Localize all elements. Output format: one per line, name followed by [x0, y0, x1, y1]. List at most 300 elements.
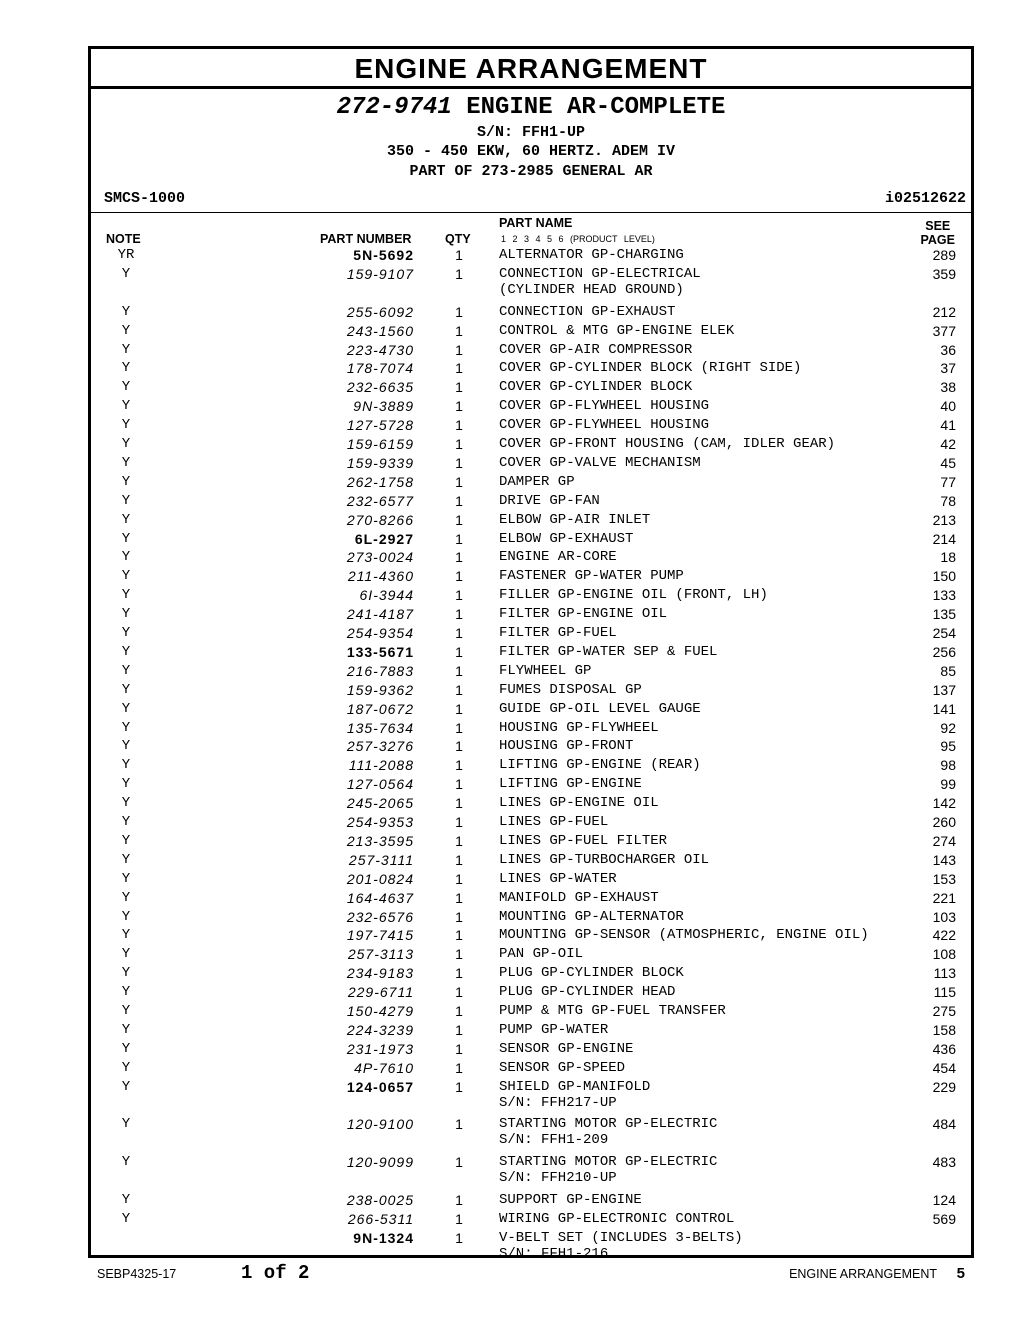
note-cell: Y [121, 643, 131, 660]
see-page-cell: 260 [932, 814, 956, 830]
qty-cell: 1 [455, 643, 463, 660]
note-cell: Y [121, 511, 131, 528]
qty-cell: 1 [455, 417, 463, 434]
note-cell: Y [121, 436, 131, 452]
table-row [91, 757, 971, 776]
part-number-cell: 4P-7610 [354, 1059, 414, 1076]
part-number-cell: 257-3113 [347, 946, 414, 963]
qty-cell: 1 [455, 568, 463, 585]
table-row [91, 965, 971, 984]
see-page-cell: 422 [932, 927, 956, 944]
see-page-cell: 133 [932, 587, 956, 604]
part-name-cell: COVER GP-FLYWHEEL HOUSING [499, 398, 710, 415]
footer-section-title: ENGINE ARRANGEMENT [789, 1267, 937, 1281]
qty-cell: 1 [455, 247, 463, 263]
table-row [91, 927, 971, 946]
qty-cell: 1 [455, 1116, 463, 1133]
see-page-cell: 115 [933, 984, 956, 1001]
part-number-cell: 216-7883 [346, 662, 414, 679]
see-page-cell: 113 [933, 965, 956, 982]
qty-cell: 1 [455, 511, 463, 528]
see-page-cell: 95 [940, 738, 956, 755]
see-page-cell: 41 [940, 417, 956, 434]
part-number-cell: 197-7415 [346, 927, 414, 944]
part-name-cell: LINES GP-FUEL [499, 814, 609, 830]
qty-cell: 1 [455, 360, 463, 377]
part-name-cell: ELBOW GP-EXHAUST [499, 530, 634, 547]
table-row [91, 814, 971, 833]
column-header-see-page [921, 219, 956, 247]
part-name-cell: COVER GP-CYLINDER BLOCK [499, 379, 693, 396]
see-page-cell: 141 [932, 700, 956, 717]
part-name-cell: HOUSING GP-FLYWHEEL [499, 719, 659, 736]
qty-cell: 1 [455, 946, 463, 963]
table-row [91, 1041, 971, 1060]
see-page-cell: 124 [932, 1192, 956, 1208]
qty-cell: 1 [455, 832, 463, 849]
qty-cell: 1 [455, 795, 463, 812]
see-page-cell: 289 [932, 247, 956, 263]
note-cell: Y [121, 889, 131, 906]
part-number-cell: 231-1973 [346, 1040, 414, 1057]
header-divider [91, 212, 971, 213]
qty-cell: 1 [455, 473, 463, 490]
qty-cell: 1 [455, 303, 463, 320]
note-cell: Y [121, 265, 131, 282]
table-row [91, 360, 971, 379]
part-number-cell: 135-7634 [346, 719, 414, 736]
part-name-cell: CONTROL & MTG GP-ENGINE ELEK [499, 322, 735, 339]
section-title-bar [91, 49, 971, 89]
note-cell: Y [121, 606, 131, 623]
note-cell: Y [121, 417, 131, 434]
note-cell: Y [121, 984, 131, 1001]
qty-cell: 1 [455, 1003, 463, 1019]
qty-cell: 1 [455, 1021, 463, 1038]
see-label: SEE [925, 219, 951, 233]
see-page-cell: 256 [932, 643, 956, 660]
table-row [91, 549, 971, 568]
qty-cell: 1 [455, 1154, 463, 1171]
part-number-cell: 127-0564 [346, 776, 414, 793]
note-cell: Y [121, 662, 131, 679]
note-cell: Y [121, 757, 131, 774]
table-row [91, 738, 971, 757]
part-number-cell: 127-5728 [346, 417, 414, 434]
part-number-cell: 262-1758 [346, 473, 414, 490]
part-name-cell: FILTER GP-ENGINE OIL [499, 606, 668, 623]
part-name-cell: COVER GP-FLYWHEEL HOUSING [499, 417, 710, 434]
part-number-cell: 257-3111 [348, 851, 414, 868]
qty-cell: 1 [455, 719, 463, 736]
parts-list-frame [88, 46, 974, 1262]
page-number: 5 [956, 1265, 965, 1282]
table-row [91, 398, 971, 417]
part-number-cell: 232-6635 [346, 379, 414, 396]
rating-line: 350 - 450 EKW, 60 HERTZ. ADEM IV [386, 143, 676, 160]
part-number-cell: 255-6092 [346, 303, 414, 320]
note-cell: Y [121, 530, 131, 547]
part-number-cell: 243-1560 [346, 322, 414, 339]
qty-cell: 1 [455, 436, 463, 452]
group-title [91, 94, 971, 121]
note-cell: Y [121, 851, 131, 868]
qty-cell: 1 [455, 1040, 463, 1057]
part-number-cell: 178-7074 [346, 360, 414, 377]
part-name-continuation: (CYLINDER HEAD GROUND) [499, 281, 684, 298]
smcs-code: SMCS-1000 [104, 190, 186, 207]
part-number-cell: 124-0657 [346, 1078, 414, 1095]
part-name-cell: PLUG GP-CYLINDER HEAD [499, 984, 676, 1001]
note-cell: Y [121, 398, 131, 415]
part-number-cell: 270-8266 [346, 511, 414, 528]
table-row [91, 663, 971, 682]
see-page-cell: 85 [940, 662, 956, 679]
note-cell: Y [121, 795, 131, 812]
see-page-cell: 38 [940, 379, 956, 396]
table-row [91, 455, 971, 474]
part-number-cell: 232-6576 [346, 908, 414, 925]
note-cell: YR [117, 247, 135, 263]
note-cell: Y [121, 776, 131, 793]
part-name-cell: SENSOR GP-SPEED [499, 1059, 626, 1076]
see-page-cell: 229 [932, 1078, 956, 1095]
part-number-cell: 201-0824 [346, 870, 414, 887]
note-cell: Y [121, 303, 131, 320]
note-cell: Y [121, 870, 131, 887]
table-row [91, 512, 971, 531]
part-name-cell: MOUNTING GP-ALTERNATOR [499, 908, 684, 925]
part-name-cell: LIFTING GP-ENGINE [499, 776, 642, 793]
table-row [91, 247, 971, 266]
part-number-cell: 164-4637 [346, 889, 414, 906]
note-cell: Y [121, 341, 131, 358]
part-name-cell: FASTENER GP-WATER PUMP [499, 568, 684, 585]
qty-cell: 1 [455, 851, 463, 868]
part-name-cell: LINES GP-ENGINE OIL [499, 795, 659, 812]
table-row [91, 1060, 971, 1079]
table-row [91, 323, 971, 342]
see-page-cell: 158 [932, 1021, 956, 1038]
part-name-cell: GUIDE GP-OIL LEVEL GAUGE [499, 700, 701, 717]
part-number-cell: 159-9107 [346, 265, 414, 282]
part-number-cell: 111-2088 [348, 757, 414, 774]
see-page-cell: 143 [932, 851, 956, 868]
document-id: SEBP4325-17 [97, 1267, 177, 1281]
part-name-continuation: S/N: FFH217-UP [499, 1094, 617, 1111]
qty-cell: 1 [455, 870, 463, 887]
part-name-cell: MOUNTING GP-SENSOR (ATMOSPHERIC, ENGINE OIL) [499, 927, 869, 944]
table-row [91, 1003, 971, 1022]
table-row [91, 852, 971, 871]
illustration-id: i02512622 [884, 190, 966, 207]
table-row [91, 342, 971, 361]
part-name-cell: HOUSING GP-FRONT [499, 738, 634, 755]
part-name-cell: SUPPORT GP-ENGINE [499, 1192, 642, 1208]
qty-cell: 1 [455, 889, 463, 906]
part-number-cell: 257-3276 [346, 738, 414, 755]
table-row [91, 644, 971, 663]
see-page-cell: 484 [932, 1116, 956, 1133]
table-row [91, 531, 971, 550]
part-number-cell: 232-6577 [346, 492, 414, 509]
note-cell: Y [121, 322, 131, 339]
see-page-cell: 142 [932, 795, 956, 812]
see-page-cell: 359 [932, 265, 956, 282]
see-page-cell: 275 [932, 1003, 956, 1019]
see-page-cell: 108 [932, 946, 956, 963]
part-name-cell: STARTING MOTOR GP-ELECTRIC [499, 1154, 718, 1171]
note-cell: Y [121, 1021, 131, 1038]
part-name-cell: PAN GP-OIL [499, 946, 584, 963]
see-page-cell: 153 [932, 870, 956, 887]
part-name-cell: COVER GP-CYLINDER BLOCK (RIGHT SIDE) [499, 360, 802, 377]
see-page-cell: 436 [932, 1040, 956, 1057]
note-cell: Y [121, 1040, 131, 1057]
part-number-cell: 120-9100 [346, 1116, 414, 1133]
part-number-cell: 9N-3889 [353, 398, 414, 415]
part-number-cell: 213-3595 [346, 832, 414, 849]
qty-cell: 1 [455, 1229, 463, 1246]
note-cell: Y [121, 814, 131, 830]
part-number-cell: 6I-3944 [359, 587, 414, 604]
part-number-cell: 223-4730 [346, 341, 414, 358]
table-row [91, 984, 971, 1003]
part-number-cell: 6L-2927 [354, 530, 414, 547]
qty-cell: 1 [455, 587, 463, 604]
table-row [91, 606, 971, 625]
note-cell: Y [121, 1192, 131, 1208]
note-cell: Y [121, 1003, 131, 1019]
qty-cell: 1 [455, 492, 463, 509]
part-name-cell: DAMPER GP [499, 473, 575, 490]
sheet-indicator: 1 of 2 [241, 1262, 310, 1284]
see-page-cell: 37 [940, 360, 956, 377]
part-name-cell: ALTERNATOR GP-CHARGING [499, 247, 684, 263]
qty-cell: 1 [455, 700, 463, 717]
table-row [91, 1022, 971, 1041]
column-header-product-level: 1 2 3 4 5 6 (PRODUCT LEVEL) [501, 234, 655, 244]
see-page-cell: 40 [940, 398, 956, 415]
group-part-number: 272-9741 [336, 94, 452, 121]
section-title: ENGINE ARRANGEMENT [354, 53, 708, 84]
part-number-cell: 187-0672 [346, 700, 414, 717]
see-page-cell: 454 [932, 1059, 956, 1076]
qty-cell: 1 [455, 1059, 463, 1076]
part-name-cell: CONNECTION GP-ELECTRICAL [499, 265, 701, 282]
part-number-cell: 150-4279 [346, 1003, 414, 1019]
part-number-cell: 159-9362 [346, 681, 414, 698]
table-row [91, 436, 971, 455]
see-page-cell: 212 [932, 303, 956, 320]
see-page-cell: 77 [940, 473, 956, 490]
note-cell: Y [121, 625, 131, 641]
part-number-cell: 254-9354 [346, 625, 414, 641]
see-page-cell: 221 [932, 889, 956, 906]
qty-cell: 1 [455, 454, 463, 471]
part-name-cell: COVER GP-AIR COMPRESSOR [499, 341, 693, 358]
part-number-cell: 211-4360 [347, 568, 414, 585]
part-name-cell: FUMES DISPOSAL GP [499, 681, 642, 698]
part-number-cell: 238-0025 [346, 1192, 414, 1208]
part-number-cell: 120-9099 [346, 1154, 414, 1171]
table-row [91, 587, 971, 606]
part-name-cell: PUMP GP-WATER [499, 1021, 609, 1038]
serial-range: S/N: FFH1-UP [476, 124, 586, 141]
note-cell: Y [121, 681, 131, 698]
column-header-qty: QTY [445, 232, 471, 246]
note-cell: Y [121, 738, 131, 755]
see-page-cell: 377 [932, 322, 956, 339]
note-cell: Y [121, 965, 131, 982]
part-name-cell: LINES GP-TURBOCHARGER OIL [499, 851, 710, 868]
see-page-cell: 135 [932, 606, 956, 623]
part-number-cell: 241-4187 [346, 606, 414, 623]
table-row [91, 625, 971, 644]
part-name-cell: CONNECTION GP-EXHAUST [499, 303, 676, 320]
column-header-note: NOTE [106, 232, 141, 246]
part-name-cell: PLUG GP-CYLINDER BLOCK [499, 965, 684, 982]
qty-cell: 1 [455, 965, 463, 982]
see-page-cell: 98 [940, 757, 956, 774]
note-cell: Y [121, 473, 131, 490]
part-of-line: PART OF 273-2985 GENERAL AR [409, 163, 653, 180]
qty-cell: 1 [455, 549, 463, 566]
note-cell: Y [121, 1078, 131, 1095]
part-name-cell: COVER GP-VALVE MECHANISM [499, 454, 701, 471]
part-name-cell: SENSOR GP-ENGINE [499, 1040, 634, 1057]
see-page-cell: 214 [932, 530, 956, 547]
see-page-cell: 569 [932, 1210, 956, 1227]
part-name-cell: STARTING MOTOR GP-ELECTRIC [499, 1116, 718, 1133]
note-cell: Y [121, 832, 131, 849]
part-number-cell: 234-9183 [346, 965, 414, 982]
note-cell: Y [121, 568, 131, 585]
table-row [91, 795, 971, 814]
part-name-cell: LINES GP-WATER [499, 870, 617, 887]
qty-cell: 1 [455, 625, 463, 641]
part-number-cell: 5N-5692 [353, 247, 414, 263]
note-cell: Y [121, 587, 131, 604]
qty-cell: 1 [455, 606, 463, 623]
part-number-cell: 133-5671 [346, 643, 414, 660]
note-cell: Y [121, 492, 131, 509]
table-row [91, 946, 971, 965]
part-name-cell: WIRING GP-ELECTRONIC CONTROL [499, 1210, 735, 1227]
table-row [91, 682, 971, 701]
table-row [91, 776, 971, 795]
part-number-cell: 159-9339 [346, 454, 414, 471]
column-header-part-name: PART NAME [499, 216, 573, 230]
table-row [91, 871, 971, 890]
table-row [91, 568, 971, 587]
qty-cell: 1 [455, 1210, 463, 1227]
part-number-cell: 245-2065 [346, 795, 414, 812]
qty-cell: 1 [455, 738, 463, 755]
part-number-cell: 159-6159 [346, 436, 414, 452]
part-number-cell: 273-0024 [346, 549, 414, 566]
see-page-cell: 274 [932, 832, 956, 849]
qty-cell: 1 [455, 398, 463, 415]
note-cell: Y [121, 1116, 131, 1133]
part-name-cell: FILLER GP-ENGINE OIL (FRONT, LH) [499, 587, 768, 604]
column-header-part-number: PART NUMBER [320, 232, 412, 246]
see-page-cell: 213 [932, 511, 956, 528]
table-row [91, 833, 971, 852]
table-row [91, 474, 971, 493]
part-name-cell: MANIFOLD GP-EXHAUST [499, 889, 659, 906]
qty-cell: 1 [455, 1192, 463, 1208]
part-name-cell: ELBOW GP-AIR INLET [499, 511, 651, 528]
part-name-cell: ENGINE AR-CORE [499, 549, 617, 566]
qty-cell: 1 [455, 1078, 463, 1095]
part-name-continuation: S/N: FFH210-UP [499, 1170, 617, 1187]
part-number-cell: 224-3239 [346, 1021, 414, 1038]
see-page-cell: 254 [932, 625, 956, 641]
part-name-continuation: S/N: FFH1-209 [499, 1132, 609, 1149]
note-cell: Y [121, 1059, 131, 1076]
note-cell: Y [121, 700, 131, 717]
note-cell: Y [121, 719, 131, 736]
see-page-cell: 36 [940, 341, 956, 358]
page-label: PAGE [920, 233, 955, 247]
table-row [91, 909, 971, 928]
note-cell: Y [121, 379, 131, 396]
part-name-cell: LIFTING GP-ENGINE (REAR) [499, 757, 701, 774]
table-row [91, 379, 971, 398]
part-number-cell: 9N-1324 [353, 1229, 414, 1246]
qty-cell: 1 [455, 908, 463, 925]
see-page-cell: 137 [932, 681, 956, 698]
part-name-cell: PUMP & MTG GP-FUEL TRANSFER [499, 1003, 726, 1019]
note-cell: Y [121, 1154, 131, 1171]
qty-cell: 1 [455, 379, 463, 396]
see-page-cell: 78 [940, 492, 956, 509]
note-cell: Y [121, 946, 131, 963]
qty-cell: 1 [455, 322, 463, 339]
qty-cell: 1 [455, 265, 463, 282]
part-name-cell: DRIVE GP-FAN [499, 492, 600, 509]
qty-cell: 1 [455, 681, 463, 698]
see-page-cell: 483 [932, 1154, 956, 1171]
see-page-cell: 103 [932, 908, 956, 925]
part-name-cell: V-BELT SET (INCLUDES 3-BELTS) [499, 1229, 743, 1246]
see-page-cell: 99 [940, 776, 956, 793]
table-row [91, 417, 971, 436]
qty-cell: 1 [455, 927, 463, 944]
part-name-cell: LINES GP-FUEL FILTER [499, 832, 668, 849]
table-row [91, 720, 971, 739]
qty-cell: 1 [455, 984, 463, 1001]
table-row [91, 1192, 971, 1211]
see-page-cell: 18 [940, 549, 956, 566]
see-page-cell: 42 [940, 436, 956, 452]
qty-cell: 1 [455, 757, 463, 774]
see-page-cell: 92 [940, 719, 956, 736]
table-row [91, 304, 971, 323]
note-cell: Y [121, 908, 131, 925]
note-cell: Y [121, 927, 131, 944]
part-number-cell: 254-9353 [346, 814, 414, 830]
group-part-title: ENGINE AR-COMPLETE [466, 94, 726, 121]
table-row [91, 493, 971, 512]
table-row [91, 890, 971, 909]
part-name-cell: COVER GP-FRONT HOUSING (CAM, IDLER GEAR) [499, 436, 836, 452]
note-cell: Y [121, 1210, 131, 1227]
part-name-cell: FILTER GP-FUEL [499, 625, 617, 641]
qty-cell: 1 [455, 530, 463, 547]
see-page-cell: 150 [932, 568, 956, 585]
